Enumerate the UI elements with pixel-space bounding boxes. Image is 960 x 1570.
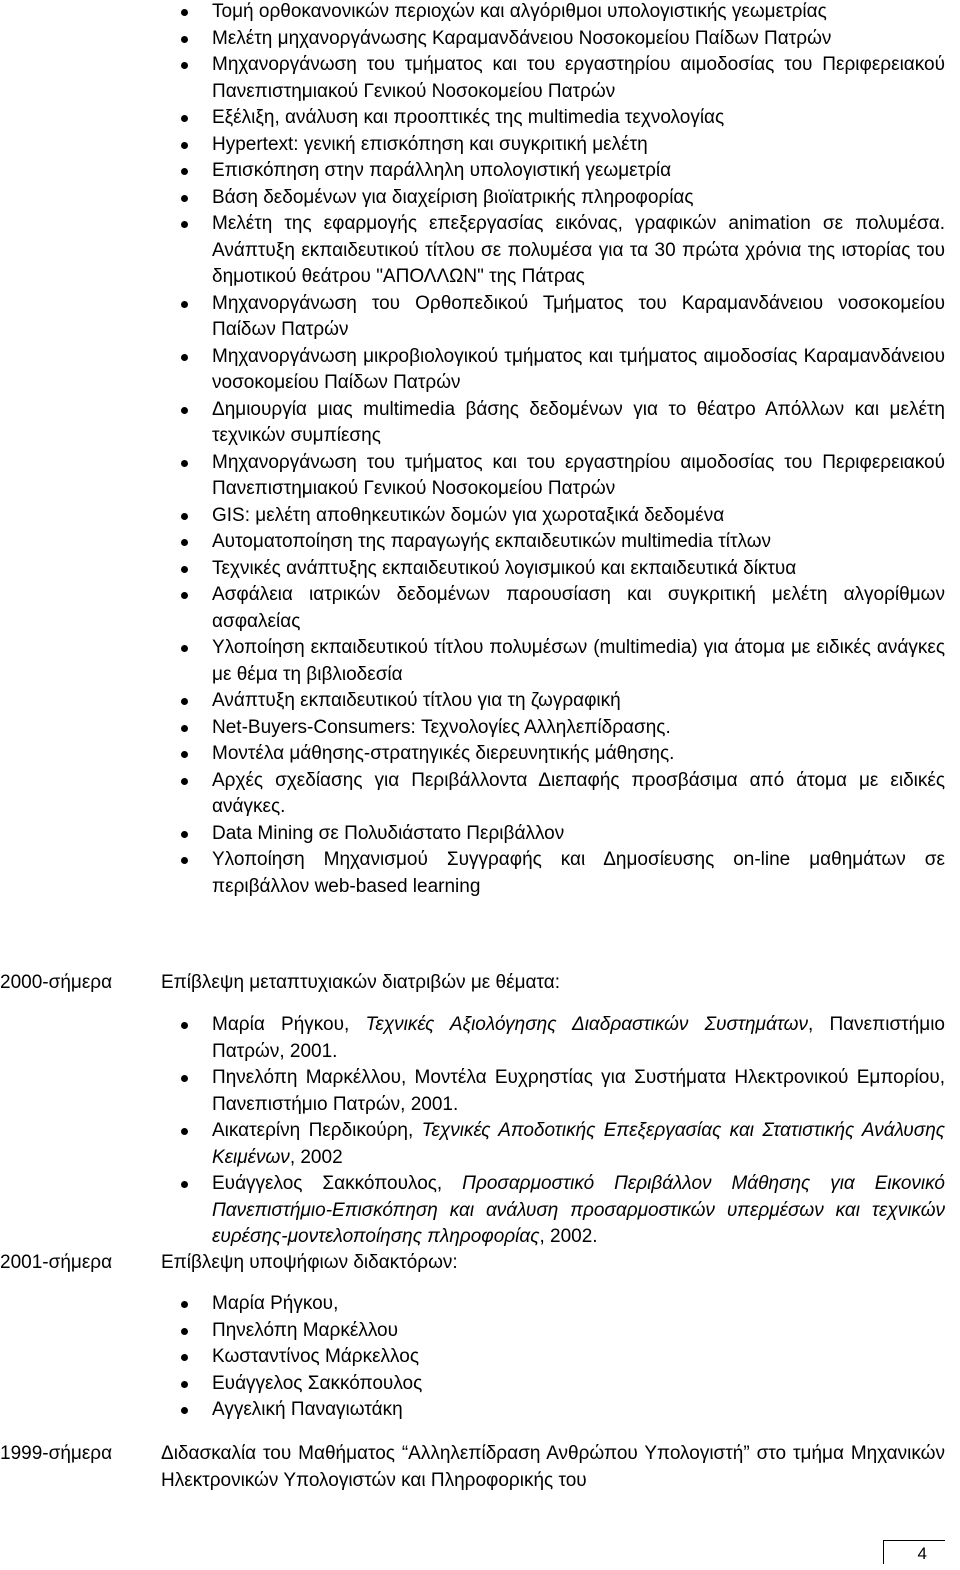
thesis-title: Τεχνικές Αξιολόγησης Διαδραστικών Συστημάτων: [365, 1014, 808, 1035]
phd-heading: Επίβλεψη υποψήφιων διδακτόρων:: [161, 1252, 458, 1273]
list-item: GIS: μελέτη αποθηκευτικών δομών για χωροταξικά δεδομένα: [0, 503, 960, 530]
list-item: Βάση δεδομένων για διαχείριση βιοϊατρικής πληροφορίας: [0, 185, 960, 212]
list-item: Data Mining σε Πολυδιάστατο Περιβάλλον: [0, 821, 960, 848]
list-item: Εξέλιξη, ανάλυση και προοπτικές της multimedia τεχνολογίας: [0, 105, 960, 132]
candidate-item: Αγγελική Παναγιωτάκη: [0, 1397, 960, 1424]
list-item: Μηχανοργάνωση του τμήματος και του εργαστηρίου αιμοδοσίας του Περιφερειακού Πανεπιστημιακού Γενικού Νοσοκομείου Πατρών: [0, 450, 960, 503]
list-item: Επισκόπηση στην παράλληλη υπολογιστική γεωμετρία: [0, 158, 960, 185]
thesis-author: Αικατερίνη Περδικούρη,: [212, 1120, 422, 1141]
candidate-item: Ευάγγελος Σακκόπουλος: [0, 1371, 960, 1398]
teaching-years: 1999-σήμερα: [0, 1443, 113, 1464]
thesis-title: Τεχνικές Αποδοτικής Επεξεργασίας και Στατιστικής Ανάλυσης Κειμένων: [212, 1120, 945, 1168]
thesis-item: [0, 1012, 960, 1065]
thesis-item: [0, 1171, 960, 1251]
list-item: Αυτοματοποίηση της παραγωγής εκπαιδευτικών multimedia τίτλων: [0, 529, 960, 556]
thesis-item: [0, 1065, 960, 1118]
thesis-author: Ευάγγελος Σακκόπουλος,: [212, 1173, 463, 1194]
list-item: Ασφάλεια ιατρικών δεδομένων παρουσίαση και συγκριτική μελέτη αλγορίθμων ασφαλείας: [0, 582, 960, 635]
list-item: Hypertext: γενική επισκόπηση και συγκριτική μελέτη: [0, 132, 960, 159]
list-item: Μηχανοργάνωση του Ορθοπεδικού Τμήματος του Καραμανδάνειου νοσοκομείου Παίδων Πατρών: [0, 291, 960, 344]
candidate-item: Κωσταντίνος Μάρκελλος: [0, 1344, 960, 1371]
list-item: Ανάπτυξη εκπαιδευτικού τίτλου για τη ζωγραφική: [0, 688, 960, 715]
thesis-author: Πηνελόπη Μαρκέλλου,: [212, 1067, 415, 1088]
list-item: Υλοποίηση εκπαιδευτικού τίτλου πολυμέσων (multimedia) για άτομα με ειδικές ανάγκες με θέμα τη βιβλιοδεσία: [0, 635, 960, 688]
thesis-details: , 2002: [289, 1146, 343, 1168]
phd-years: 2001-σήμερα: [0, 1252, 113, 1273]
list-item: Μηχανοργάνωση μικροβιολογικού τμήματος και τμήματος αιμοδοσίας Καραμανδάνειου νοσοκομείου Παίδων Πατρών: [0, 344, 960, 397]
candidate-item: Μαρία Ρήγκου,: [0, 1291, 960, 1318]
list-item: Τομή ορθοκανονικών περιοχών και αλγόριθμοι υπολογιστικής γεωμετρίας: [0, 0, 960, 26]
masters-list: [0, 1012, 960, 1251]
masters-heading: Επίβλεψη μεταπτυχιακών διατριβών με θέματα:: [161, 972, 561, 993]
phd-list: [0, 1291, 960, 1424]
list-item: Τεχνικές ανάπτυξης εκπαιδευτικού λογισμικού και εκπαιδευτικά δίκτυα: [0, 556, 960, 583]
teaching-text: Διδασκαλία του Μαθήματος “Αλληλεπίδραση Ανθρώπου Υπολογιστή” στο τμήμα Μηχανικών Ηλεκτρονικών Υπολογιστών και Πληροφορικής του: [161, 1443, 945, 1491]
masters-years: 2000-σήμερα: [0, 972, 113, 993]
list-item: Υλοποίηση Μηχανισμού Συγγραφής και Δημοσίευσης on-line μαθημάτων σε περιβάλλον web-based learning: [0, 847, 960, 900]
list-item: Μελέτη μηχανοργάνωσης Καραμανδάνειου Νοσοκομείου Παίδων Πατρών: [0, 26, 960, 53]
thesis-details: Μοντέλα Ευχρηστίας για Συστήματα Ηλεκτρονικού Εμπορίου, Πανεπιστήμιο Πατρών, 2001.: [212, 1067, 945, 1115]
list-item: Αρχές σχεδίασης για Περιβάλλοντα Διεπαφής προσβάσιμα από άτομα με ειδικές ανάγκες.: [0, 768, 960, 821]
list-item: Μελέτη της εφαρμογής επεξεργασίας εικόνας, γραφικών animation σε πολυμέσα. Ανάπτυξη εκπαιδευτικού τίτλου σε πολυμέσα για τα 30 πρώτα χρόνια της ιστορίας του δημοτικού θεάτρου "ΑΠΟΛΛΩΝ" της Πάτρας: [0, 211, 960, 291]
candidate-item: Πηνελόπη Μαρκέλλου: [0, 1318, 960, 1345]
list-item: Μηχανοργάνωση του τμήματος και του εργαστηρίου αιμοδοσίας του Περιφερειακού Πανεπιστημιακού Γενικού Νοσοκομείου Πατρών: [0, 52, 960, 105]
list-item: Μοντέλα μάθησης-στρατηγικές διερευνητικής μάθησης.: [0, 741, 960, 768]
thesis-title: Προσαρμοστικό Περιβάλλον Μάθησης για Εικονικό Πανεπιστήμιο-Επισκόπηση και ανάλυση προσαρμοστικών υπερμέσων και τεχνικών ευρέσης-μοντελοποίησης πληροφορίας: [212, 1173, 945, 1247]
thesis-details: , Πανεπιστήμιο Πατρών, 2001.: [212, 1014, 945, 1062]
list-item: Δημιουργία μιας multimedia βάσης δεδομένων για το θέατρο Απόλλων και μελέτη τεχνικών συμπίεσης: [0, 397, 960, 450]
page-number: 4: [883, 1540, 945, 1564]
thesis-item: [0, 1118, 960, 1171]
thesis-author: Μαρία Ρήγκου,: [212, 1014, 366, 1035]
list-item: Net-Buyers-Consumers: Τεχνολογίες Αλληλεπίδρασης.: [0, 715, 960, 742]
thesis-details: , 2002.: [539, 1226, 598, 1247]
